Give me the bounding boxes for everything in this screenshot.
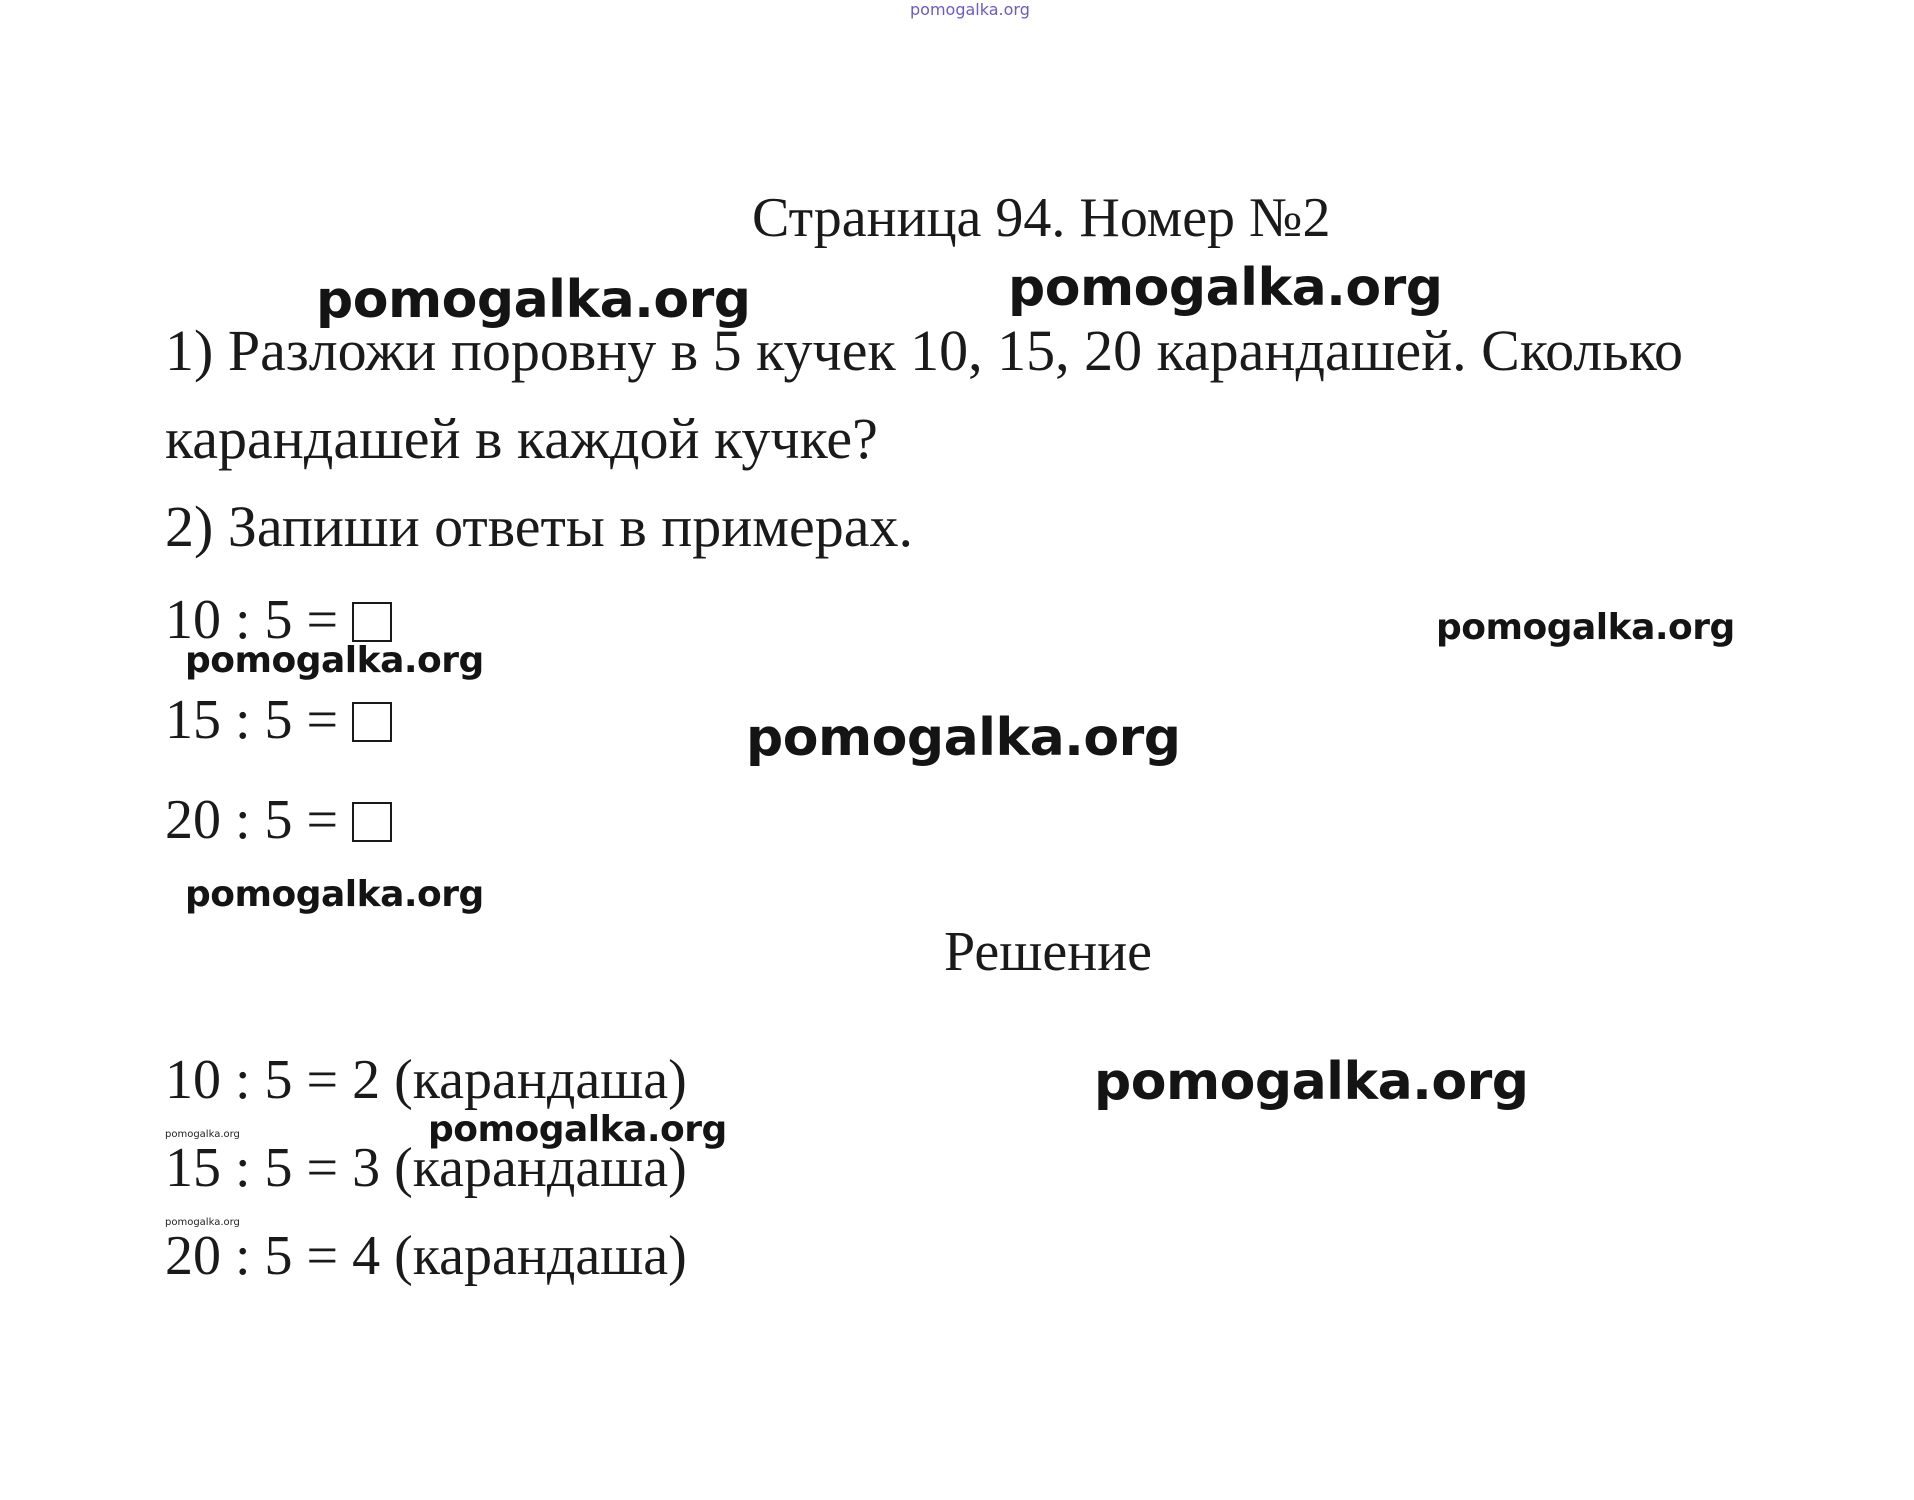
example-row (165, 789, 392, 851)
page-title: Страница 94. Номер №2 (752, 187, 1331, 249)
watermark: pomogalka.org (746, 708, 1181, 768)
watermark: pomogalka.org (316, 270, 751, 330)
task-line-1: 1) Разложи поровну в 5 кучек 10, 15, 20 карандашей. Сколько (165, 318, 1683, 383)
example-text: 10 : 5 = (165, 589, 339, 651)
header-watermark: pomogalka.org (910, 0, 1030, 19)
solution-line: 15 : 5 = 3 (карандаша) (165, 1137, 687, 1199)
watermark: pomogalka.org (1094, 1052, 1529, 1112)
example-text: 20 : 5 = (165, 789, 339, 851)
watermark: pomogalka.org (185, 874, 484, 915)
answer-box (352, 702, 392, 742)
task-line-3: 2) Запиши ответы в примерах. (165, 494, 913, 559)
example-text: 15 : 5 = (165, 689, 339, 751)
solution-line: 20 : 5 = 4 (карандаша) (165, 1225, 687, 1287)
solution-heading: Решение (944, 921, 1153, 983)
watermark: pomogalka.org (428, 1109, 727, 1150)
example-row (165, 689, 392, 751)
watermark: pomogalka.org (185, 640, 484, 681)
answer-box (352, 602, 392, 642)
task-line-2: карандашей в каждой кучке? (165, 406, 878, 471)
solution-line: 10 : 5 = 2 (карандаша) (165, 1049, 687, 1111)
watermark: pomogalka.org (1008, 258, 1443, 318)
watermark-tiny: pomogalka.org (165, 1129, 240, 1140)
answer-box (352, 802, 392, 842)
watermark-tiny: pomogalka.org (165, 1217, 240, 1228)
watermark: pomogalka.org (1436, 607, 1735, 648)
